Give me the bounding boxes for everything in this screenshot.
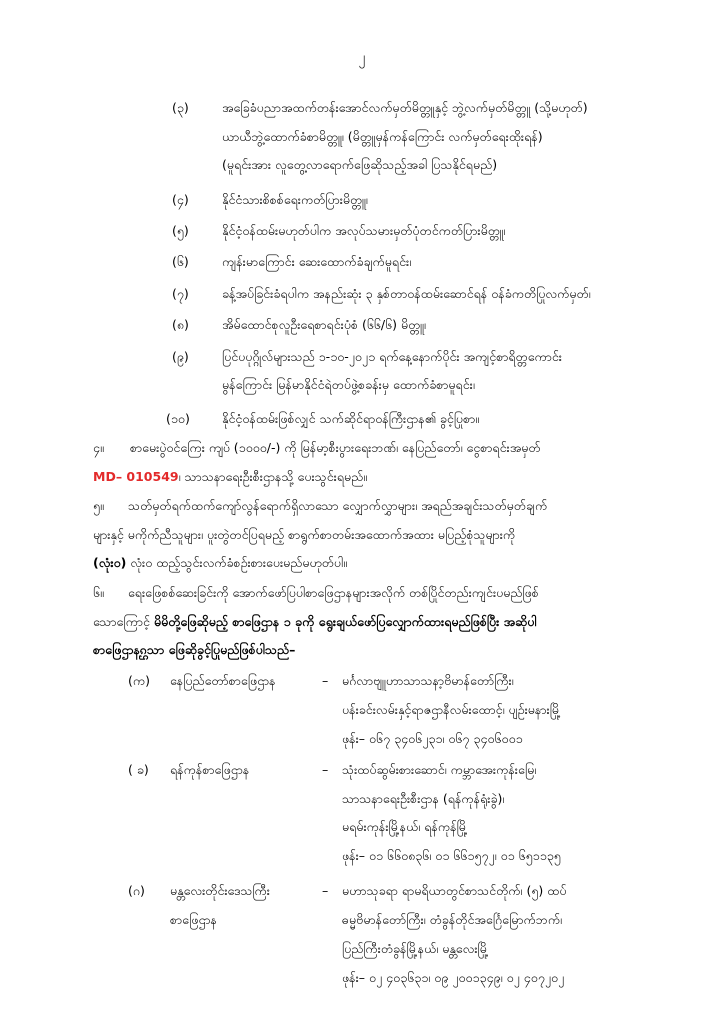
center-address: ဓမ္မဗိမာန်တော်ကြီး၊ တံခွန်တိုင်အင်္ဂြေမြောက်ဘက်၊ bbox=[342, 912, 563, 927]
center-name: နေပြည်တော်စာဖြေဌာန bbox=[170, 673, 276, 688]
center-phone: ဖုန်း– ၀၁ ၆၆၀၈၃၆၊ ၀၁ ၆၆၁၅၇၂၊ ၀၁ ၆၅၁၁၃၅ bbox=[342, 848, 561, 863]
list-item-text: နိုင်ငံ့ဝန်ထမ်းမဟုတ်ပါက အလုပ်သမားမှတ်ပုံတင်ကတ်ပြားမိတ္တူ၊ bbox=[222, 223, 506, 238]
list-item-number: (၄) bbox=[172, 192, 189, 207]
list-item-text: ယာယီဘွဲ့ထောက်ခံစာမိတ္တူ၊ (မိတ္တူမှန်ကန်ကြောင်း လက်မှတ်ရေးထိုးရန်) bbox=[222, 129, 543, 144]
paragraph-text: များနှင့် မကိုက်ညီသူများ၊ ပူးတွဲတင်ပြရမည့် စာရွက်စာတမ်းအထောက်အထား မပြည့်စုံသူများကို bbox=[93, 527, 516, 542]
emphasis-text: (လုံးဝ) bbox=[93, 555, 127, 570]
list-item-number: (၃) bbox=[172, 100, 189, 115]
paragraph-number: ၆။ bbox=[93, 585, 104, 600]
list-item-number: (၁၀) bbox=[166, 411, 190, 426]
center-phone: ဖုန်း– ၀၆၇ ၃၄၀၆၂၃၁၊ ၀၆၇ ၃၄၀၆၀၀၁ bbox=[342, 731, 523, 746]
center-address: မရမ်းကုန်းမြို့နယ်၊ ရန်ကုန်မြို့ bbox=[342, 819, 468, 834]
center-address: မင်္ဂလာဗျူဟာသာသနာ့ဗိမာန်တော်ကြီး၊ bbox=[342, 673, 514, 688]
list-item-text: အိမ်ထောင်စုလူဦးရေစာရင်းပုံစံ (၆၆/၆) မိတ္တူ၊ bbox=[222, 317, 426, 332]
emphasis-text: စာဖြေဌာနၵ္ဌသာ ဖြေဆိုခွင့်ပြုမည်ဖြစ်ပါသည်– bbox=[93, 642, 296, 657]
paragraph-text: ရေးဖြေစစ်ဆေးခြင်းကို အောက်ဖော်ပြပါစာဖြေဌာနများအလိုက် တစ်ပြိုင်တည်းကျင်းပမည်ဖြစ် bbox=[128, 585, 539, 600]
paragraph-text: သတ်မှတ်ရက်ထက်ကျော်လွန်ရောက်ရှိလာသော လျှောက်လွှာများ၊ အရည်အချင်းသတ်မှတ်ချက် bbox=[128, 498, 548, 513]
paragraph-text-cont: လုံးဝ ထည့်သွင်းလက်ခံစဉ်းစားပေးမည်မဟုတ်ပါ။ bbox=[126, 555, 347, 570]
list-item-text: ပြင်ပပုဂ္ဂိုလ်များသည် ၁-၁၀-၂၀၂၁ ရက်နေ့နောက်ပိုင်း အကျင့်စာရိတ္တကောင်း bbox=[222, 349, 562, 364]
account-number: MD– 010549 bbox=[93, 469, 179, 484]
list-item-text: နိုင်ငံသားစိစစ်ရေးကတ်ပြားမိတ္တူ၊ bbox=[222, 192, 368, 207]
list-item-text: မွန်ကြောင်း မြန်မာနိုင်ငံရဲတပ်ဖွဲ့စခန်းမှ ထောက်ခံစာမူရင်း၊ bbox=[222, 377, 475, 392]
list-item-text: (မူရင်းအား လူတွေ့လာရောက်ဖြေဆိုသည့်အခါ ပြသနိုင်ရမည်) bbox=[222, 157, 498, 172]
center-name: ရန်ကုန်စာဖြေဌာန bbox=[170, 762, 250, 777]
paragraph-text bbox=[93, 553, 347, 573]
center-address: ပြည်ကြီးတံခွန်မြို့နယ်၊ မန္တလေးမြို့ bbox=[342, 941, 489, 956]
list-item-number: (၉) bbox=[172, 349, 189, 364]
list-item-text: ကျန်းမာကြောင်း ဆေးထောက်ခံချက်မူရင်း၊ bbox=[222, 254, 412, 269]
center-number: ( ခ) bbox=[128, 762, 149, 777]
center-phone: ဖုန်း– ၀၂ ၄၀၃၆၃၁၊ ၀၉ ၂၀၀၁၃၄၉၊ ၀၂ ၄၀၇၂၀၂ bbox=[342, 970, 565, 985]
page-number: ၂ bbox=[358, 50, 366, 66]
list-item-number: (၅) bbox=[172, 223, 189, 238]
center-separator: – bbox=[322, 762, 329, 777]
emphasis-text: မိမိတို့ဖြေဆိုမည့် စာဖြေဌာန ၁ ခုကို ရွေးချယ်ဖော်ပြလျှောက်ထားရမည်ဖြစ်ပြီး အဆိုပါ bbox=[153, 614, 537, 629]
paragraph-text-cont: ၊ သာသနာရေးဦးစီးဌာနသို့ ပေးသွင်းရမည်။ bbox=[178, 469, 368, 484]
paragraph-number: ၅။ bbox=[93, 498, 104, 513]
center-number: (က) bbox=[128, 673, 150, 688]
center-address: သာသနာရေးဦးစီးဌာန (ရန်ကုန်ရုံးခွဲ)၊ bbox=[342, 791, 505, 806]
list-item-number: (၈) bbox=[172, 317, 189, 332]
center-address: မဟာသုခရာ ရာမ​ရိယာတွင်စာသင်တိုက်၊ (၅) ထပ် bbox=[342, 883, 567, 898]
paragraph-text bbox=[93, 467, 367, 487]
center-separator: – bbox=[322, 883, 329, 898]
paragraph-text bbox=[93, 612, 537, 632]
list-item-text: အခြေခံပညာအထက်တန်းအောင်လက်မှတ်မိတ္တူနှင့် ဘွဲ့လက်မှတ်မိတ္တူ (သို့မဟုတ်) bbox=[222, 100, 588, 115]
center-separator: – bbox=[322, 673, 329, 688]
paragraph-number: ၄။ bbox=[93, 440, 104, 455]
list-item-number: (၆) bbox=[172, 254, 189, 269]
paragraph-text: စာမေးပွဲဝင်ကြေး ကျပ် (၁၀၀၀/-) ကို မြန်မာ့စီးပွားရေးဘဏ်၊ နေပြည်တော်၊ ငွေစာရင်းအမှတ် bbox=[130, 440, 541, 455]
list-item-text: ခန့်အပ်ခြင်းခံရပါက အနည်းဆုံး ၃ နှစ်တာဝန်ထမ်းဆောင်ရန် ဝန်ခံကတိပြုလက်မှတ်၊ bbox=[222, 286, 591, 301]
center-address: ပန်းခင်းလမ်းနှင့်ရာဇဌာနီလမ်းထောင့်၊ ပျဉ်းမနားမြို့ bbox=[342, 702, 561, 717]
paragraph-text-plain: သောကြောင့် bbox=[93, 614, 154, 629]
center-address: သုံးထပ်ဆွမ်းစားဆောင်၊ ကမ္ဘာအေးကုန်းမြေ၊ bbox=[342, 762, 537, 777]
center-number: (ဂ) bbox=[128, 883, 145, 898]
list-item-number: (၇) bbox=[172, 286, 189, 301]
center-name: စာဖြေဌာန bbox=[170, 912, 217, 927]
list-item-text: နိုင်ငံ့ဝန်ထမ်းဖြစ်လျှင် သက်ဆိုင်ရာဝန်ကြီးဌာန၏ ခွင့်ပြုစာ။ bbox=[222, 411, 480, 426]
center-name: မန္တလေးတိုင်းဒေသကြီး bbox=[170, 883, 270, 898]
